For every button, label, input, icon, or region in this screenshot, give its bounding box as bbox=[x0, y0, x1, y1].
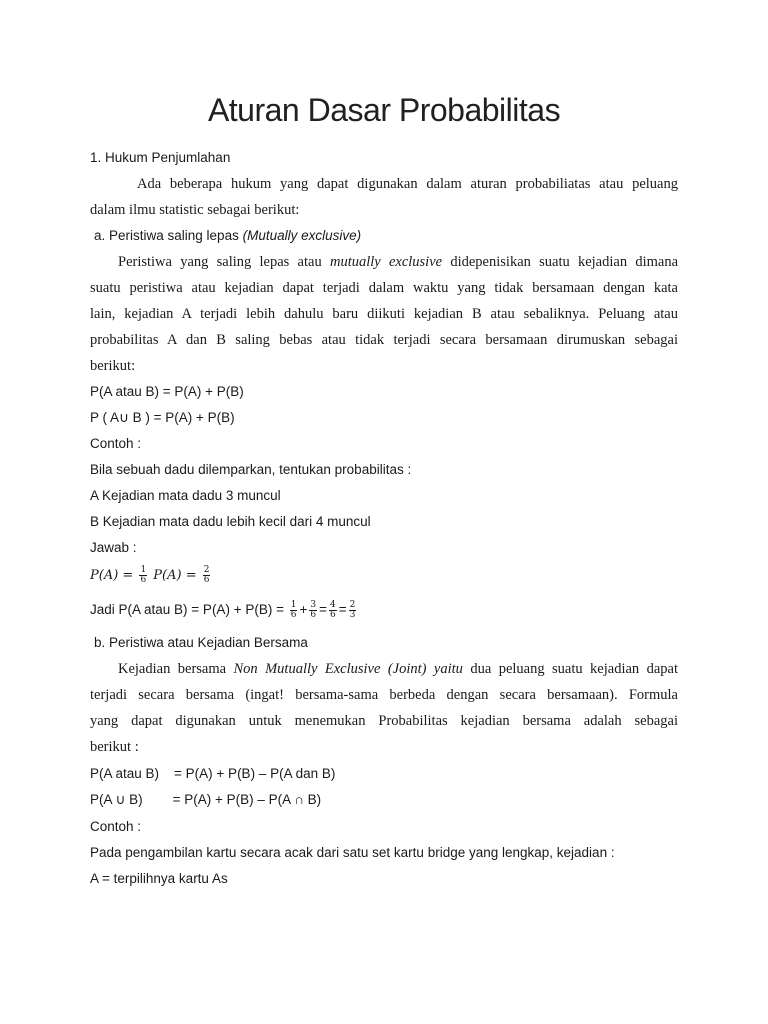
para-a-line-1-pre: Peristiwa yang saling lepas atau bbox=[118, 254, 330, 270]
frac-num: 2 bbox=[203, 565, 210, 575]
para-a-line-3: lain, kejadian A terjadi lebih dahulu baru diikuti kejadian B atau sebaliknya. Peluang atau bbox=[90, 306, 678, 322]
fraction-a bbox=[290, 601, 298, 620]
section-heading-1: 1. Hukum Penjumlahan bbox=[90, 150, 231, 165]
example-a-line-4: Jawab : bbox=[90, 540, 137, 555]
example-a-line-1: Bila sebuah dadu dilemparkan, tentukan probabilitas : bbox=[90, 462, 412, 477]
para-a-line-5: berikut: bbox=[90, 358, 136, 374]
equals-sign: = bbox=[338, 602, 347, 618]
example-a-line-3: B Kejadian mata dadu lebih kecil dari 4 muncul bbox=[90, 514, 371, 529]
formula-b-2: P(A ∪ B) = P(A) + P(B) – P(A ∩ B) bbox=[90, 792, 322, 807]
frac-den: 6 bbox=[310, 610, 317, 620]
para-b-line-1-italic: Non Mutually Exclusive (Joint) yaitu bbox=[233, 661, 463, 677]
math2-pre: Jadi P(A atau B) = P(A) + P(B) = bbox=[90, 602, 288, 618]
fraction-b bbox=[309, 601, 317, 620]
frac-den: 6 bbox=[290, 610, 297, 620]
math-line-1 bbox=[90, 566, 212, 585]
example-b-line-1: Pada pengambilan kartu secara acak dari satu set kartu bridge yang lengkap, kejadian : bbox=[90, 845, 615, 860]
formula-a-1: P(A atau B) = P(A) + P(B) bbox=[90, 384, 244, 399]
frac-num: 4 bbox=[329, 600, 336, 610]
frac-den: 6 bbox=[140, 575, 147, 585]
example-b-line-2: A = terpilihnya kartu As bbox=[90, 871, 228, 886]
formula-a-2: P ( A∪ B ) = P(A) + P(B) bbox=[90, 410, 235, 425]
subheading-b: b. Peristiwa atau Kejadian Bersama bbox=[94, 635, 308, 650]
para-b-line-1-post: dua peluang suatu kejadian dapat bbox=[462, 661, 678, 677]
math-line-2 bbox=[90, 601, 358, 620]
intro-line-2: dalam ilmu statistic sebagai berikut: bbox=[90, 202, 300, 218]
subheading-a-label: a. Peristiwa saling lepas bbox=[94, 228, 243, 243]
para-a-line-1-italic: mutually exclusive bbox=[329, 254, 443, 270]
contoh-b-label: Contoh : bbox=[90, 819, 142, 834]
para-b-line-2: terjadi secara bersama (ingat! bersama-sama berbeda dengan secara bersamaan). Formula bbox=[90, 687, 678, 703]
page-title: Aturan Dasar Probabilitas bbox=[207, 92, 561, 128]
frac-den: 6 bbox=[329, 610, 336, 620]
frac-num: 1 bbox=[140, 565, 147, 575]
example-a-line-2: A Kejadian mata dadu 3 muncul bbox=[90, 488, 281, 503]
fraction-1-6 bbox=[139, 566, 147, 585]
para-a-line-1-post: didepenisikan suatu kejadian dimana bbox=[442, 254, 679, 270]
para-a-line-4: probabilitas A dan B saling bebas atau tidak terjadi secara bersamaan dirumuskan sebagai bbox=[90, 332, 678, 348]
para-b-line-4: berikut : bbox=[90, 739, 139, 755]
para-b-line-1 bbox=[118, 660, 678, 678]
contoh-a-label: Contoh : bbox=[90, 436, 142, 451]
para-b-line-1-pre: Kejadian bersama bbox=[118, 661, 234, 677]
frac-num: 3 bbox=[310, 600, 317, 610]
frac-den: 6 bbox=[203, 575, 210, 585]
subheading-a bbox=[94, 227, 361, 245]
fraction-d bbox=[349, 601, 357, 620]
math1-pa2: P(A) = bbox=[149, 568, 201, 583]
formula-b-1: P(A atau B) = P(A) + P(B) – P(A dan B) bbox=[90, 766, 336, 781]
para-b-line-3: yang dapat digunakan untuk menemukan Probabilitas kejadian bersama adalah sebagai bbox=[90, 713, 678, 729]
equals-sign: = bbox=[319, 602, 327, 618]
plus-sign: + bbox=[299, 602, 308, 618]
math1-pa: P(A) = bbox=[90, 568, 138, 583]
fraction-2-6 bbox=[203, 566, 211, 585]
para-a-line-1 bbox=[118, 253, 678, 271]
frac-num: 1 bbox=[290, 600, 297, 610]
para-a-line-2: suatu peristiwa atau kejadian dapat terjadi dalam waktu yang tidak bersamaan dengan kata bbox=[90, 280, 678, 296]
frac-den: 3 bbox=[349, 610, 356, 620]
fraction-c bbox=[329, 601, 337, 620]
subheading-a-italic: (Mutually exclusive) bbox=[242, 228, 362, 243]
intro-line-1: Ada beberapa hukum yang dapat digunakan dalam aturan probabiliatas atau peluang bbox=[137, 176, 678, 192]
frac-num: 2 bbox=[349, 600, 356, 610]
